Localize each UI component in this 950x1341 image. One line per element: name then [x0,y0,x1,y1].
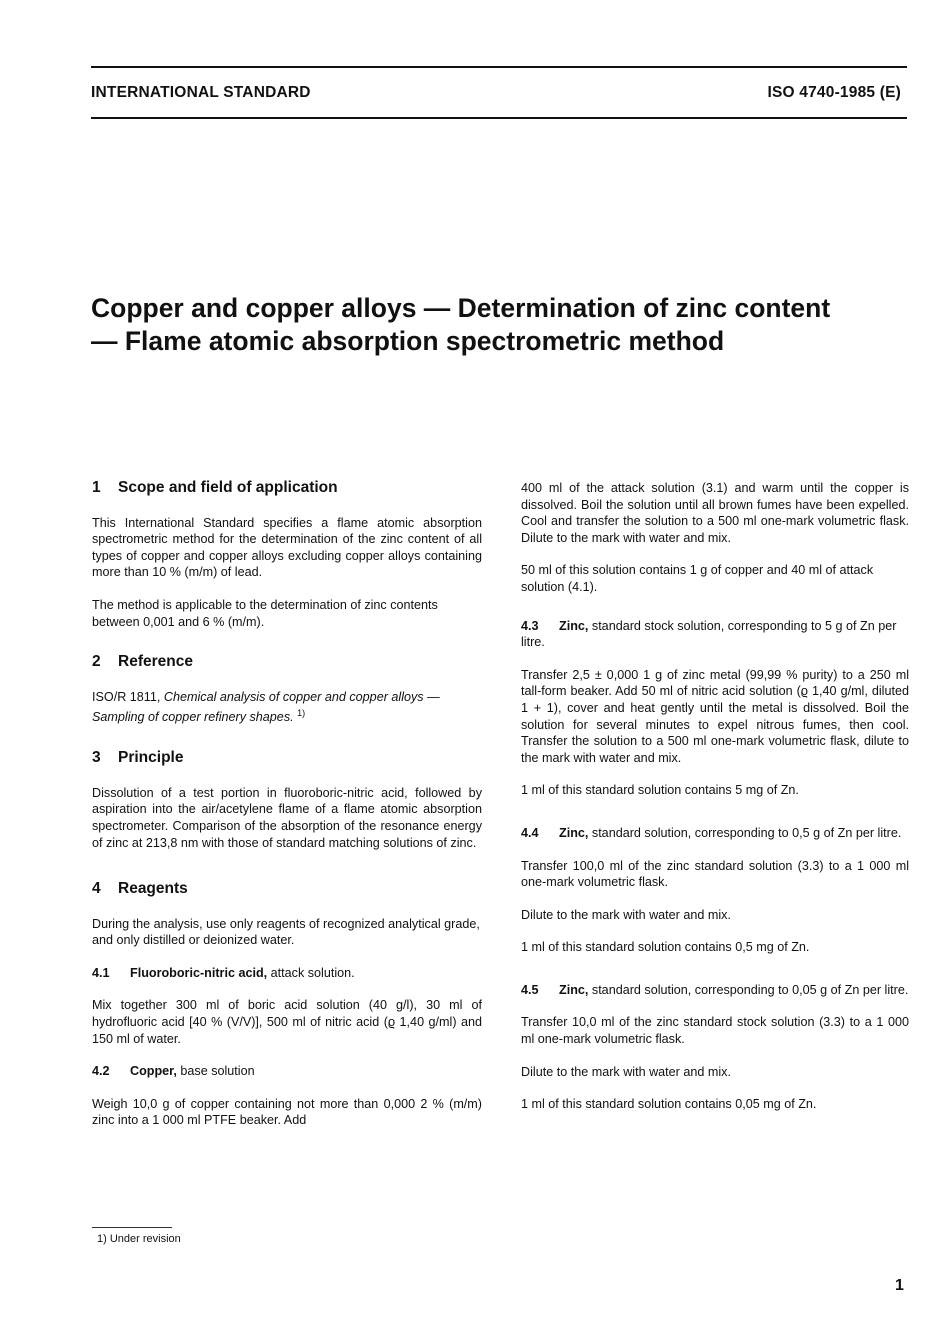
subsection-4-2-heading [92,1063,482,1080]
section-title: Scope and field of application [118,479,338,496]
section-title: Reagents [118,880,188,898]
subsection-number: 4.5 [521,982,539,997]
section-number: 2 [92,653,101,671]
attack-solution-paragraph: Mix together 300 ml of boric acid solution (40 g/l), 30 ml of hydrofluoric acid [40 % (V/V)], 500 ml of nitric acid (ϱ 1,40 g/ml) and 150 ml of water. [92,998,482,1046]
section-title: Principle [118,749,184,767]
subsection-4-5-heading [521,982,909,999]
left-column [92,480,482,1129]
reference-paragraph [92,689,482,726]
subsection-number: 4.1 [92,965,110,980]
subsection-4-3-heading [521,618,909,651]
page-number: 1 [895,1277,904,1294]
zinc-standard-dilute-paragraph: Dilute to the mark with water and mix. [521,907,731,922]
subsection-title: Copper, [130,1064,177,1079]
copper-base-content-paragraph: 50 ml of this solution contains 1 g of copper and 40 ml of attack solution (4.1). [521,563,874,594]
subsection-number: 4.3 [521,618,539,633]
subsection-description: standard solution, corresponding to 0,05 g of Zn per litre. [591,982,909,997]
subsection-4-4-heading [521,825,909,842]
subsection-description: attack solution. [270,965,355,980]
header-standard-number: ISO 4740-1985 (E) [767,84,901,101]
subsection-title: Zinc, [559,982,589,997]
copper-base-paragraph-continued: 400 ml of the attack solution (3.1) and warm until the copper is dissolved. Boil the solution until all brown fumes have been expelled. Cool and transfer the solution to a 500 ml one-mark volumetric flask. Dilute to the mark with water and mix. [521,481,909,545]
subsection-description: base solution [180,1064,255,1079]
right-column [521,480,909,1113]
zinc-standard-transfer-paragraph: Transfer 100,0 ml of the zinc standard solution (3.3) to a 1 000 ml one-mark volumetric flask. [521,858,909,890]
section-number: 3 [92,749,101,767]
copper-base-paragraph-start: Weigh 10,0 g of copper containing not more than 0,000 2 % (m/m) zinc into a 1 000 ml PTFE beaker. Add [92,1096,482,1128]
dilute-zinc-dilute-paragraph: Dilute to the mark with water and mix. [521,1064,731,1079]
subsection-title: Zinc, [559,825,589,840]
section-4-heading [92,881,482,898]
reference-code: ISO/R 1811, [92,689,161,704]
zinc-stock-concentration-paragraph: 1 ml of this standard solution contains 5 mg of Zn. [521,783,799,798]
header-standard-type: INTERNATIONAL STANDARD [91,84,311,101]
subsection-number: 4.2 [92,1064,110,1079]
subsection-4-1-heading [92,965,482,982]
footnote: 1) Under revision [97,1233,181,1245]
subsection-description: standard stock solution, corresponding to 5 g of Zn per litre. [521,618,897,650]
method-range-paragraph: The method is applicable to the determination of zinc contents between 0,001 and 6 % (m/m). [92,597,438,629]
subsection-title: Zinc, [559,618,589,633]
reagents-intro-paragraph: During the analysis, use only reagents of recognized analytical grade, and only distilled or deionized water. [92,916,480,948]
zinc-standard-concentration-paragraph: 1 ml of this standard solution contains 0,5 mg of Zn. [521,940,810,955]
principle-paragraph: Dissolution of a test portion in fluoroboric-nitric acid, followed by aspiration into the air/acetylene flame of a flame atomic absorption spectrometer. Comparison of the absorption of the resonance energy of zinc at 213,8 nm with those of standard matching solutions of zinc. [92,785,482,850]
section-number: 4 [92,880,101,898]
section-1-heading [92,480,482,497]
subsection-title: Fluoroboric-nitric acid, [130,965,268,980]
dilute-zinc-transfer-paragraph: Transfer 10,0 ml of the zinc standard stock solution (3.3) to a 1 000 ml one-mark volumetric flask. [521,1015,909,1047]
section-title: Reference [118,653,193,671]
scope-paragraph: This International Standard specifies a flame atomic absorption spectrometric method for the determination of the zinc content of all types of copper and copper alloys excluding copper alloys containing more than 10 % (m/m) of lead. [92,515,482,580]
footnote-rule [92,1227,172,1228]
footnote-marker: 1) [297,708,306,719]
header-top-rule [91,66,907,68]
reference-title: Chemical analysis of copper and copper alloys — Sampling of copper refinery shapes. [92,689,440,725]
dilute-zinc-concentration-paragraph: 1 ml of this standard solution contains 0,05 mg of Zn. [521,1097,817,1112]
section-3-heading [92,750,482,767]
subsection-description: standard solution, corresponding to 0,5 g of Zn per litre. [591,825,902,840]
header-bottom-rule [91,117,907,119]
subsection-number: 4.4 [521,825,539,840]
document-title: Copper and copper alloys — Determination of zinc content — Flame atomic absorption spectrometric method [91,293,831,356]
section-number: 1 [92,479,101,496]
section-2-heading [92,654,482,671]
zinc-stock-preparation-paragraph: Transfer 2,5 ± 0,000 1 g of zinc metal (99,99 % purity) to a 250 ml tall-form beaker. Add 50 ml of nitric acid solution (ϱ 1,40 g/ml, diluted 1 + 1), cover and heat gently until the metal is dissolved. Boil the solution for several minutes to expel nitrous fumes, then cool. Transfer the solution to a 500 ml one-mark volumetric flask, dilute to the mark with water and mix. [521,667,909,765]
